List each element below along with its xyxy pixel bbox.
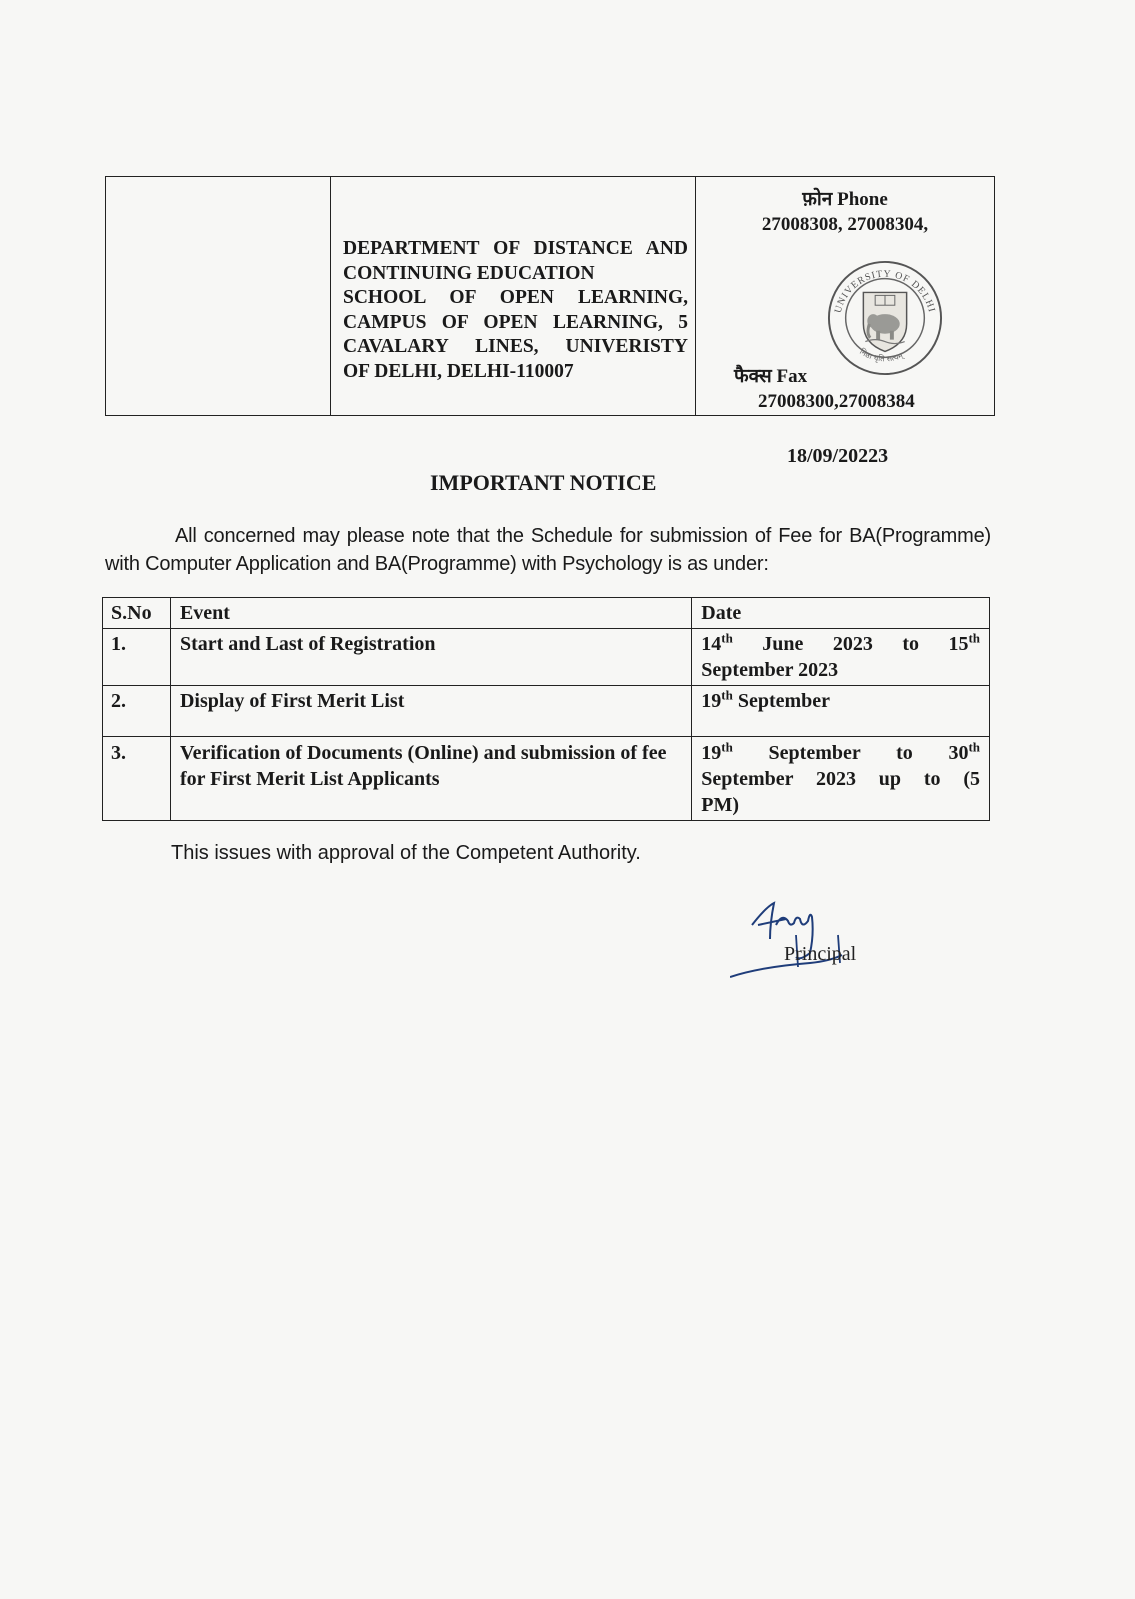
date-number: 30 bbox=[948, 742, 969, 764]
address-line: SCHOOL OF OPEN LEARNING, bbox=[343, 287, 688, 308]
row-date bbox=[692, 629, 990, 686]
seal-bottom-text: निष्ठा धृति सत्यम् bbox=[858, 347, 905, 364]
date-suffix: th bbox=[968, 630, 980, 646]
row-event: Verification of Documents (Online) and submission of fee for First Merit List Applicants bbox=[170, 737, 691, 821]
letterhead-contact-cell bbox=[696, 177, 994, 415]
address-line: OF DELHI, DELHI-110007 bbox=[343, 360, 574, 382]
notice-date: 18/09/20223 bbox=[787, 445, 889, 467]
date-suffix: th bbox=[968, 739, 980, 755]
row-sno: 1. bbox=[103, 629, 171, 686]
address-line: CAMPUS OF OPEN LEARNING, 5 bbox=[343, 311, 688, 333]
header-event: Event bbox=[170, 598, 691, 629]
date-suffix: th bbox=[721, 687, 733, 703]
row-sno: 3. bbox=[103, 737, 171, 821]
date-number: 15 bbox=[948, 633, 969, 655]
phone-label: फ़ोन Phone bbox=[802, 189, 888, 210]
table-row bbox=[103, 629, 990, 686]
date-number: 19 bbox=[701, 690, 722, 712]
letterhead-address-cell bbox=[331, 177, 696, 415]
fax-number: 27008300,27008384 bbox=[758, 391, 915, 412]
address-line: DEPARTMENT OF DISTANCE AND bbox=[343, 238, 688, 259]
header-sno: S.No bbox=[103, 598, 171, 629]
date-text: September 2023 bbox=[701, 659, 839, 681]
approval-statement: This issues with approval of the Competent Authority. bbox=[171, 842, 641, 864]
signatory-title: Principal bbox=[784, 943, 857, 965]
fee-schedule-table bbox=[102, 597, 990, 821]
date-text: June 2023 to bbox=[732, 633, 949, 655]
department-address bbox=[343, 237, 688, 384]
signature-icon bbox=[730, 895, 880, 985]
date-suffix: th bbox=[721, 630, 733, 646]
table-header-row bbox=[103, 598, 990, 629]
date-text: September 2023 up to (5 bbox=[701, 768, 980, 790]
address-line: CONTINUING EDUCATION bbox=[343, 262, 595, 284]
date-number: 19 bbox=[701, 742, 722, 764]
row-event: Display of First Merit List bbox=[170, 686, 691, 737]
fax-label: फैक्स Fax bbox=[734, 366, 808, 387]
notice-intro: All concerned may please note that the Schedule for submission of Fee for BA(Programme) with Computer Application and BA(Programme) with Psychology is as under: bbox=[105, 525, 991, 575]
row-sno: 2. bbox=[103, 686, 171, 737]
letterhead-logo-cell bbox=[106, 177, 331, 415]
university-seal-icon bbox=[826, 259, 944, 377]
row-date bbox=[692, 737, 990, 821]
table-row bbox=[103, 686, 990, 737]
date-suffix: th bbox=[721, 739, 733, 755]
seal-top-text: UNIVERSITY OF DELHI bbox=[832, 268, 938, 315]
date-text: September bbox=[732, 690, 831, 712]
row-event: Start and Last of Registration bbox=[170, 629, 691, 686]
row-date bbox=[692, 686, 990, 737]
address-line: CAVALARY LINES, UNIVERISTY bbox=[343, 336, 688, 357]
header-date: Date bbox=[692, 598, 990, 629]
date-text: PM) bbox=[701, 794, 740, 816]
date-text: September to bbox=[732, 742, 949, 764]
table-row bbox=[103, 737, 990, 821]
notice-title: IMPORTANT NOTICE bbox=[430, 470, 657, 495]
phone-number: 27008308, 27008304, bbox=[761, 214, 929, 235]
date-number: 14 bbox=[701, 633, 722, 655]
letterhead-table bbox=[105, 176, 995, 416]
